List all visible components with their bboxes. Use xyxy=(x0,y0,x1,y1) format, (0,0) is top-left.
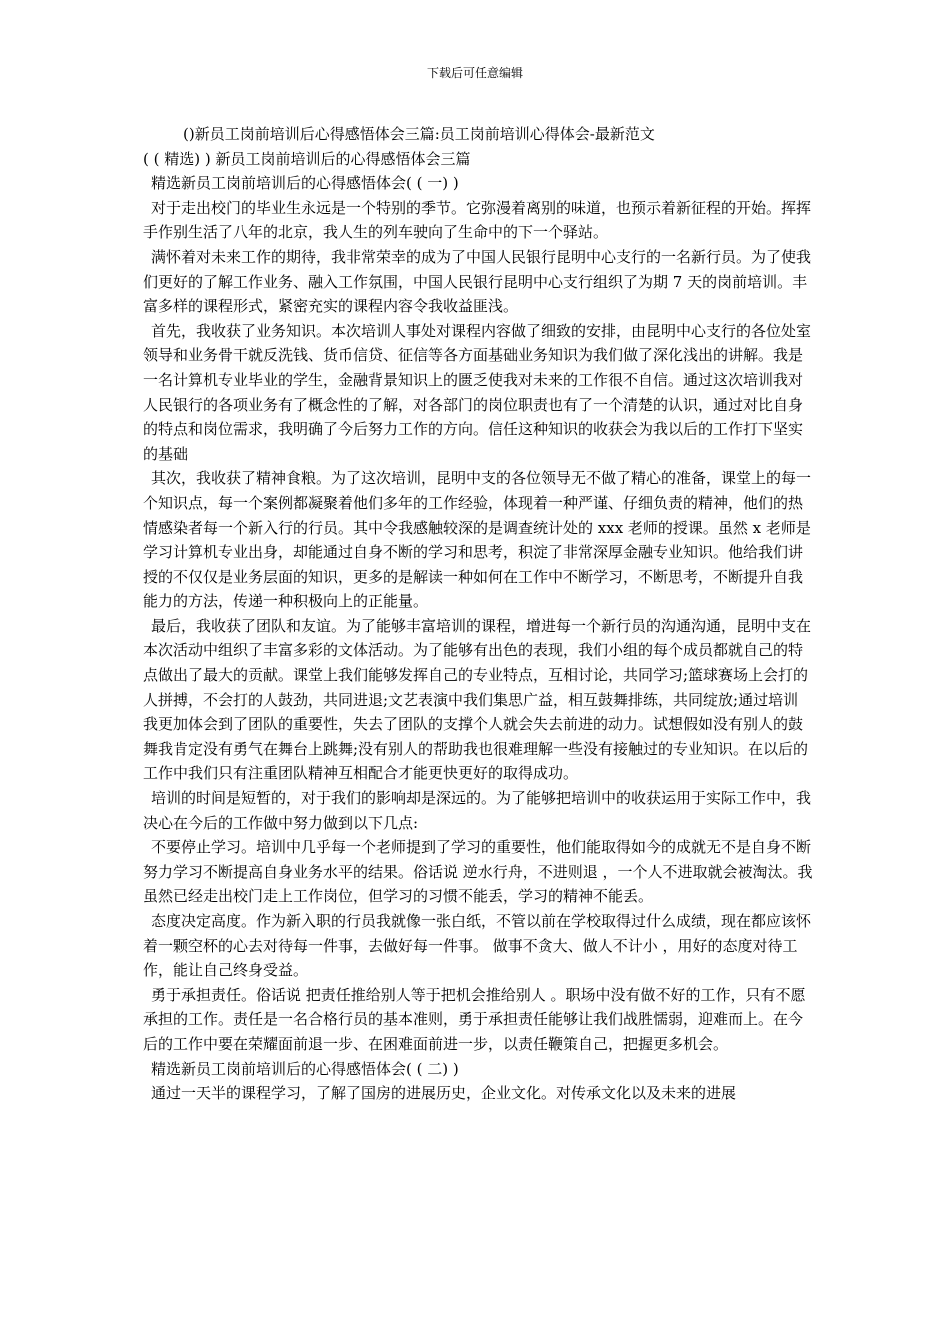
document-subtitle: ( ( 精选) ) 新员工岗前培训后的心得感悟体会三篇 xyxy=(143,149,471,168)
paragraph: 其次，我收获了精神食粮。为了这次培训，昆明中支的各位领导无不做了精心的准备，课堂上的每一个知识点，每一个案例都凝聚着他们多年的工作经验，体现着一种严谨、仔细负责的精神，他们的热情感染者每一个新入行的行员。其中令我感触较深的是调查统计处的 xxx 老师的授课。虽然 x 老师是学习计算机专业出身，却能通过自身不断的学习和思考，积淀了非常深厚金融专业知识。他给我们讲授的不仅仅是业务层面的知识，更多的是解读一种如何在工作中不断学习，不断思考，不断提升自我能力的方法，传递一种积极向上的正能量。 xyxy=(143,469,812,611)
paragraph: 首先，我收获了业务知识。本次培训人事处对课程内容做了细致的安排，由昆明中心支行的各位处室领导和业务骨干就反洗钱、货币信贷、征信等各方面基础业务知识为我们做了深化浅出的讲解。我是一名计算机专业毕业的学生，金融背景知识上的匮乏使我对未来的工作很不自信。通过这次培训我对人民银行的各项业务有了概念性的了解，对各部门的岗位职责也有了一个清楚的认识，通过对比自身的特点和岗位需求，我明确了今后努力工作的方向。信任这种知识的收获会为我以后的工作打下坚实的基础 xyxy=(143,321,812,463)
paragraph: 通过一天半的课程学习，了解了国房的进展历史，企业文化。对传承文化以及未来的进展 xyxy=(151,1084,737,1103)
section-heading-1: 精选新员工岗前培训后的心得感悟体会( ( 一) ) xyxy=(151,174,459,193)
paragraph: 勇于承担责任。俗话说 把责任推给别人等于把机会推给别人 。职场中没有做不好的工作，只有不愿承担的工作。责任是一名合格行员的基本准则，勇于承担责任能够让我们战胜懦弱，迎难而上。在今后的工作中要在荣耀面前退一步、在困难面前进一步，以责任鞭策自己，把握更多机会。 xyxy=(143,985,806,1053)
paragraph: 最后，我收获了团队和友谊。为了能够丰富培训的课程，增进每一个新行员的沟通沟通，昆明中支在本次活动中组织了丰富多彩的文体活动。为了能够有出色的表现，我们小组的每个成员都就自己的特点做出了最大的贡献。课堂上我们能够发挥自己的专业特点，互相讨论，共同学习;篮球赛场上会打的人拼搏，不会打的人鼓劲，共同进退;文艺表演中我们集思广益，相互鼓舞排练，共同绽放;通过培训我更加体会到了团队的重要性，失去了团队的支撑个人就会失去前进的动力。试想假如没有别人的鼓舞我肯定没有勇气在舞台上跳舞;没有别人的帮助我也很难理解一些没有接触过的专业知识。在以后的工作中我们只有注重团队精神互相配合才能更快更好的取得成功。 xyxy=(143,616,812,783)
paragraph: 培训的时间是短暂的，对于我们的影响却是深远的。为了能够把培训中的收获运用于实际工作中，我决心在今后的工作做中努力做到以下几点: xyxy=(143,789,812,832)
paragraph: 不要停止学习。培训中几乎每一个老师提到了学习的重要性，他们能取得如今的成就无不是自身不断努力学习不断提高自身业务水平的结果。俗话说 逆水行舟，不进则退 ，一个人不进取就会被淘汰。我虽然已经走出校门走上工作岗位，但学习的习惯不能丢，学习的精神不能丢。 xyxy=(143,838,813,906)
paragraph: 满怀着对未来工作的期待，我非常荣幸的成为了中国人民银行昆明中心支行的一名新行员。为了使我们更好的了解工作业务、融入工作氛围，中国人民银行昆明中心支行组织了为期 7 天的岗前培训。丰富多样的课程形式，紧密充实的课程内容令我收益匪浅。 xyxy=(143,247,812,316)
document-body xyxy=(143,122,813,1106)
paragraph: 态度决定高度。作为新入职的行员我就像一张白纸，不管以前在学校取得过什么成绩，现在都应该怀着一颗空杯的心去对待每一件事，去做好每一件事。 做事不贪大、做人不计小 ，用好的态度对待工作，能让自己终身受益。 xyxy=(143,912,812,980)
page-header: 下载后可任意编辑 xyxy=(426,66,523,80)
document-title: ()新员工岗前培训后心得感悟体会三篇:员工岗前培训心得体会-最新范文 xyxy=(183,125,655,143)
paragraph: 对于走出校门的毕业生永远是一个特别的季节。它弥漫着离别的味道，也预示着新征程的开始。挥挥手作别生活了八年的北京，我人生的列车驶向了生命中的下一个驿站。 xyxy=(143,198,812,242)
section-heading-2: 精选新员工岗前培训后的心得感悟体会( ( 二) ) xyxy=(151,1059,459,1078)
